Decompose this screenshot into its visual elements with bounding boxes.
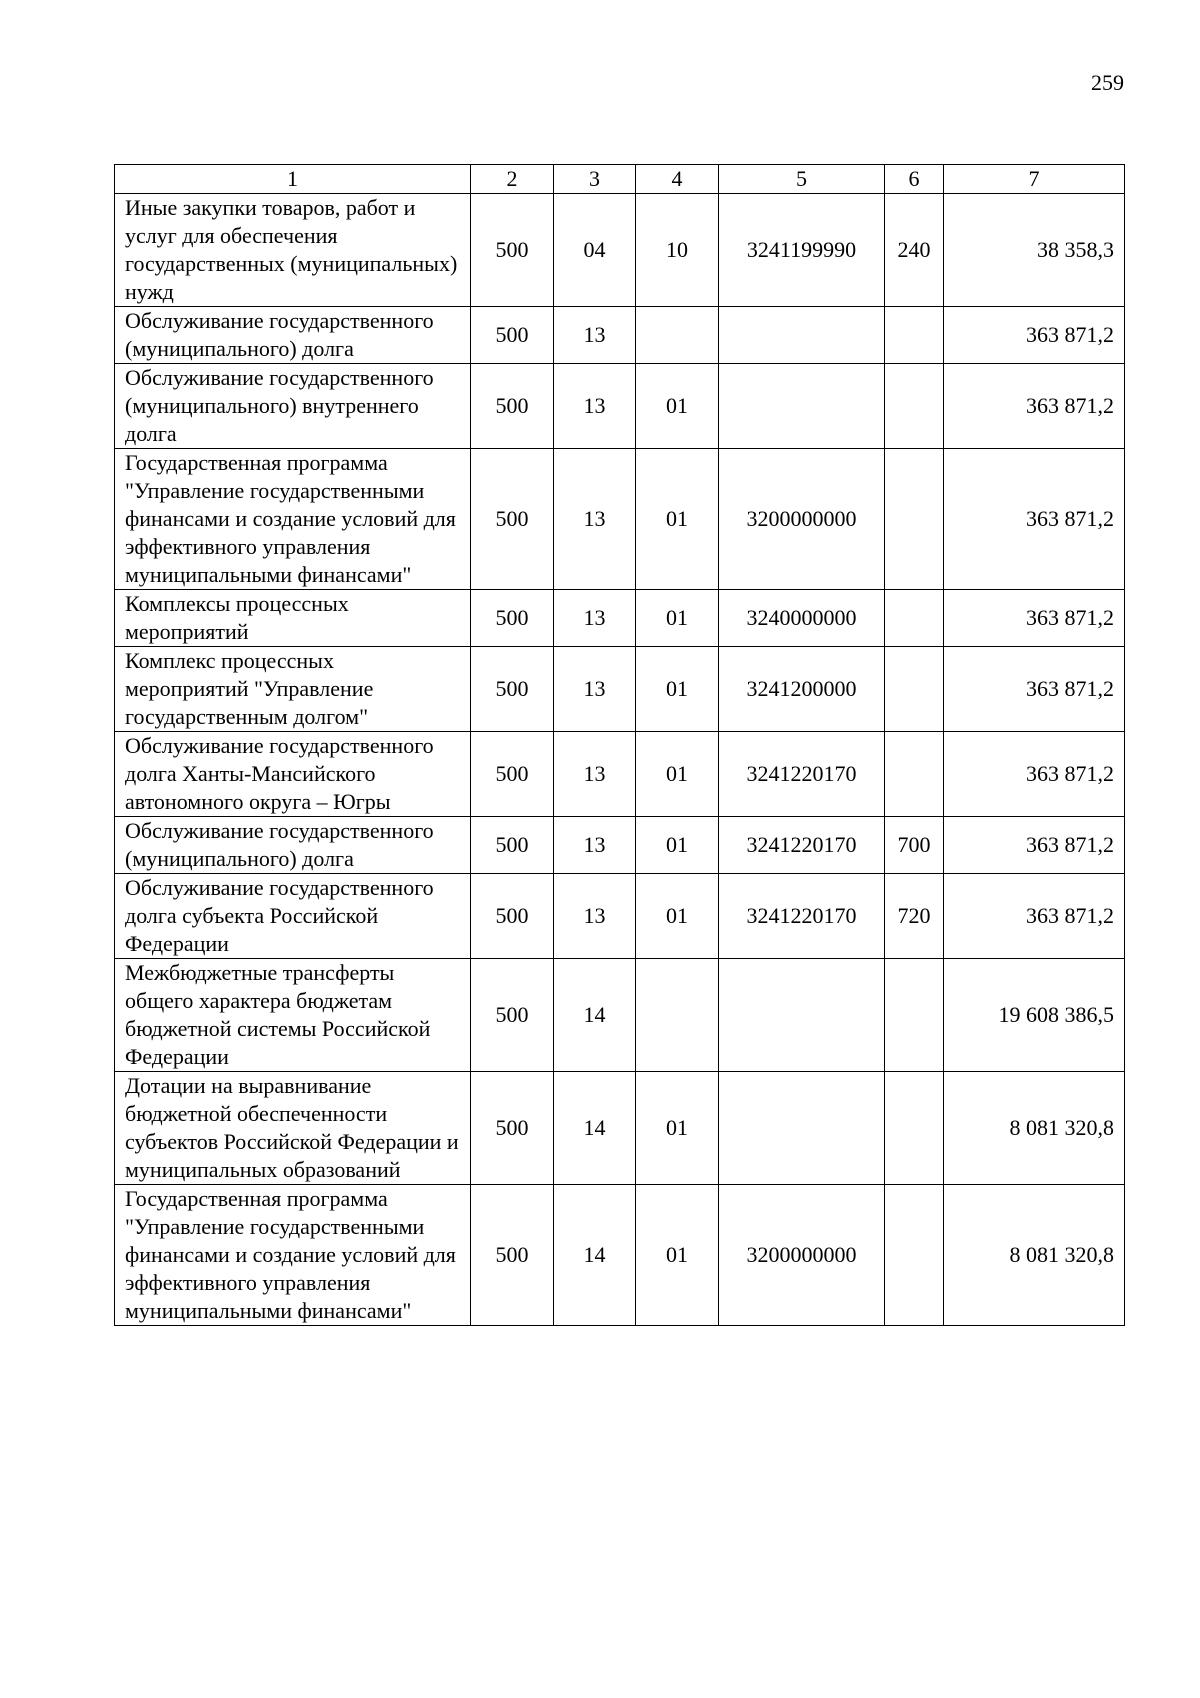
table-row	[115, 364, 1125, 449]
section-code: 13	[554, 732, 636, 817]
ministry-code: 500	[471, 817, 554, 874]
target-article-code: 3241220170	[719, 874, 885, 959]
section-code: 13	[554, 817, 636, 874]
target-article-code: 3241220170	[719, 732, 885, 817]
ministry-code: 500	[471, 364, 554, 449]
column-header-4: 4	[636, 165, 719, 194]
column-header-6: 6	[885, 165, 944, 194]
header-row	[115, 165, 1125, 194]
expense-type-code	[885, 959, 944, 1072]
table-row	[115, 1185, 1125, 1326]
target-article-code: 3240000000	[719, 590, 885, 647]
subsection-code: 01	[636, 449, 719, 590]
expense-type-code	[885, 1072, 944, 1185]
ministry-code: 500	[471, 307, 554, 364]
amount: 363 871,2	[944, 732, 1125, 817]
target-article-code: 3200000000	[719, 449, 885, 590]
amount: 363 871,2	[944, 364, 1125, 449]
row-name: Обслуживание государственного долга Ханты-Мансийского автономного округа – Югры	[115, 732, 471, 817]
expense-type-code	[885, 647, 944, 732]
section-code: 13	[554, 449, 636, 590]
section-code: 14	[554, 959, 636, 1072]
row-name: Обслуживание государственного долга субъекта Российской Федерации	[115, 874, 471, 959]
amount: 363 871,2	[944, 449, 1125, 590]
table-row	[115, 1072, 1125, 1185]
table-row	[115, 647, 1125, 732]
row-name: Обслуживание государственного (муниципального) долга	[115, 817, 471, 874]
row-name: Обслуживание государственного (муниципального) внутреннего долга	[115, 364, 471, 449]
ministry-code: 500	[471, 959, 554, 1072]
subsection-code: 01	[636, 364, 719, 449]
target-article-code	[719, 364, 885, 449]
expense-type-code: 240	[885, 194, 944, 307]
ministry-code: 500	[471, 1072, 554, 1185]
subsection-code	[636, 307, 719, 364]
row-name: Межбюджетные трансферты общего характера бюджетам бюджетной системы Российской Федерации	[115, 959, 471, 1072]
row-name: Комплекс процессных мероприятий "Управление государственным долгом"	[115, 647, 471, 732]
subsection-code: 01	[636, 1185, 719, 1326]
table-row	[115, 590, 1125, 647]
ministry-code: 500	[471, 1185, 554, 1326]
column-header-7: 7	[944, 165, 1125, 194]
subsection-code: 10	[636, 194, 719, 307]
expense-type-code: 720	[885, 874, 944, 959]
section-code: 14	[554, 1072, 636, 1185]
row-name: Дотации на выравнивание бюджетной обеспеченности субъектов Российской Федерации и муниципальных образований	[115, 1072, 471, 1185]
target-article-code	[719, 1072, 885, 1185]
table-row	[115, 307, 1125, 364]
section-code: 13	[554, 590, 636, 647]
target-article-code: 3200000000	[719, 1185, 885, 1326]
column-header-5: 5	[719, 165, 885, 194]
target-article-code	[719, 307, 885, 364]
table-row	[115, 874, 1125, 959]
table-row	[115, 732, 1125, 817]
subsection-code	[636, 959, 719, 1072]
subsection-code: 01	[636, 590, 719, 647]
section-code: 13	[554, 364, 636, 449]
amount: 8 081 320,8	[944, 1072, 1125, 1185]
subsection-code: 01	[636, 1072, 719, 1185]
ministry-code: 500	[471, 647, 554, 732]
target-article-code	[719, 959, 885, 1072]
table-row	[115, 959, 1125, 1072]
column-header-1: 1	[115, 165, 471, 194]
page-number: 259	[1091, 70, 1124, 95]
expense-type-code	[885, 1185, 944, 1326]
row-name: Государственная программа "Управление государственными финансами и создание условий для эффективного управления муниципальными финансами"	[115, 1185, 471, 1326]
table-row	[115, 449, 1125, 590]
row-name: Иные закупки товаров, работ и услуг для обеспечения государственных (муниципальных) нужд	[115, 194, 471, 307]
amount: 8 081 320,8	[944, 1185, 1125, 1326]
expense-type-code	[885, 307, 944, 364]
amount: 38 358,3	[944, 194, 1125, 307]
ministry-code: 500	[471, 590, 554, 647]
subsection-code: 01	[636, 874, 719, 959]
section-code: 13	[554, 647, 636, 732]
target-article-code: 3241220170	[719, 817, 885, 874]
section-code: 04	[554, 194, 636, 307]
column-header-3: 3	[554, 165, 636, 194]
ministry-code: 500	[471, 449, 554, 590]
table-row	[115, 817, 1125, 874]
expense-type-code	[885, 590, 944, 647]
target-article-code: 3241200000	[719, 647, 885, 732]
amount: 363 871,2	[944, 874, 1125, 959]
amount: 363 871,2	[944, 817, 1125, 874]
subsection-code: 01	[636, 817, 719, 874]
row-name: Комплексы процессных мероприятий	[115, 590, 471, 647]
section-code: 13	[554, 307, 636, 364]
amount: 363 871,2	[944, 307, 1125, 364]
amount: 363 871,2	[944, 647, 1125, 732]
amount: 19 608 386,5	[944, 959, 1125, 1072]
expense-type-code	[885, 449, 944, 590]
subsection-code: 01	[636, 732, 719, 817]
target-article-code: 3241199990	[719, 194, 885, 307]
subsection-code: 01	[636, 647, 719, 732]
expense-type-code: 700	[885, 817, 944, 874]
table-row	[115, 194, 1125, 307]
expense-type-code	[885, 364, 944, 449]
budget-table	[114, 164, 1125, 1326]
row-name: Государственная программа "Управление государственными финансами и создание условий для эффективного управления муниципальными финансами"	[115, 449, 471, 590]
column-header-2: 2	[471, 165, 554, 194]
section-code: 14	[554, 1185, 636, 1326]
row-name: Обслуживание государственного (муниципального) долга	[115, 307, 471, 364]
ministry-code: 500	[471, 194, 554, 307]
section-code: 13	[554, 874, 636, 959]
amount: 363 871,2	[944, 590, 1125, 647]
expense-type-code	[885, 732, 944, 817]
ministry-code: 500	[471, 874, 554, 959]
ministry-code: 500	[471, 732, 554, 817]
